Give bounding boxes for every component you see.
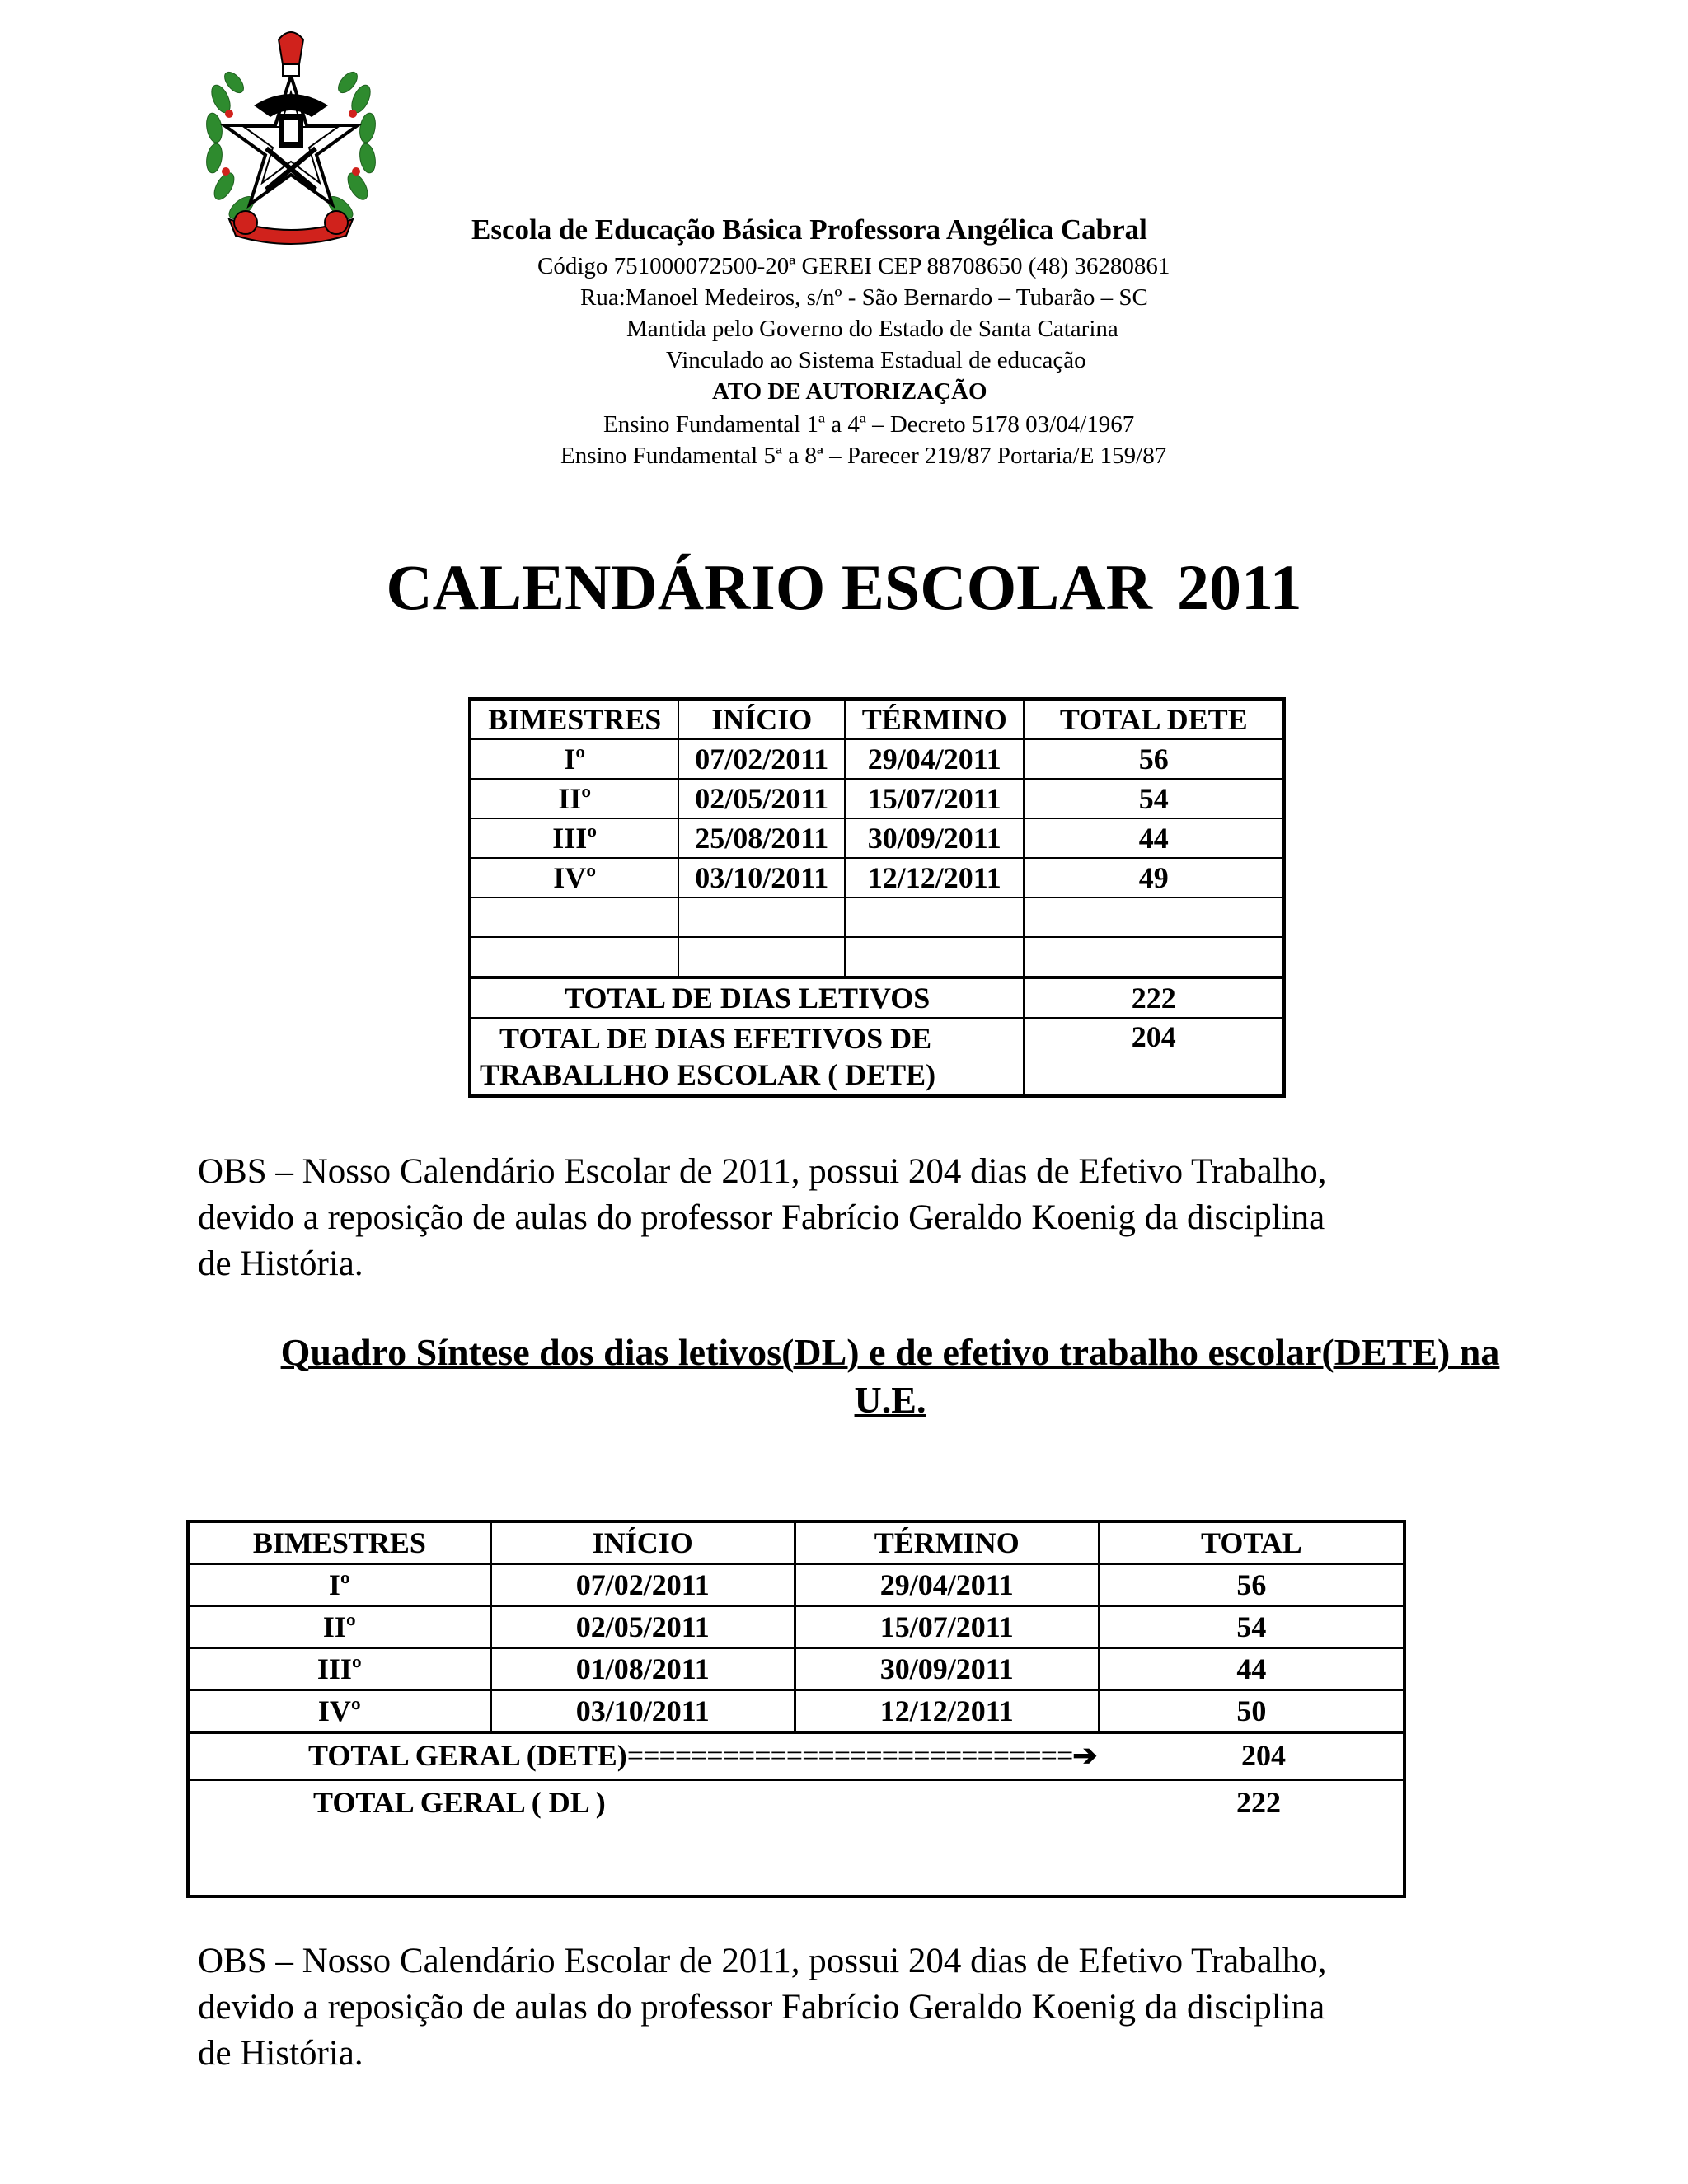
observation-note-2 bbox=[198, 1938, 1632, 2077]
table-header-row bbox=[470, 699, 1284, 739]
cell-bimestre: IVº bbox=[470, 858, 678, 898]
cell-termino: 30/09/2011 bbox=[845, 818, 1024, 858]
cell-bimestre: IIº bbox=[188, 1606, 490, 1648]
total-dete-label-group bbox=[308, 1737, 1097, 1774]
table-row bbox=[188, 1690, 1404, 1733]
synthesis-title bbox=[165, 1329, 1615, 1424]
table-row bbox=[470, 818, 1284, 858]
obs-line: de História. bbox=[198, 1244, 363, 1283]
school-address-line: Rua:Manoel Medeiros, s/nº - São Bernardo – Tubarão – SC bbox=[580, 284, 1148, 311]
total-dete-equals: ============================ bbox=[626, 1739, 1073, 1772]
page-title bbox=[0, 551, 1688, 625]
header-termino: TÉRMINO bbox=[845, 699, 1024, 739]
cell-total: 56 bbox=[1024, 739, 1284, 779]
synthesis-title-line-1: Quadro Síntese dos dias letivos(DL) e de efetivo trabalho escolar(DETE) na bbox=[280, 1331, 1500, 1373]
total-efetivos-row bbox=[470, 1018, 1284, 1096]
table-row bbox=[188, 1606, 1404, 1648]
act-title: ATO DE AUTORIZAÇÃO bbox=[712, 378, 987, 405]
total-dete-row bbox=[188, 1732, 1404, 1780]
cell-bimestre: Iº bbox=[470, 739, 678, 779]
cell-total: 49 bbox=[1024, 858, 1284, 898]
cell-termino: 15/07/2011 bbox=[845, 779, 1024, 818]
total-efetivos-label-line-2: TRABALLHO ESCOLAR ( DETE) bbox=[480, 1058, 936, 1091]
header-total: TOTAL bbox=[1099, 1521, 1404, 1564]
linked-system-line: Vinculado ao Sistema Estadual de educação bbox=[666, 347, 1086, 373]
obs-line: devido a reposição de aulas do professor Fabrício Geraldo Koenig da disciplina bbox=[198, 1198, 1325, 1237]
cell-total: 50 bbox=[1099, 1690, 1404, 1733]
header-total-dete: TOTAL DETE bbox=[1024, 699, 1284, 739]
table-row bbox=[470, 858, 1284, 898]
total-letivos-label: TOTAL DE DIAS LETIVOS bbox=[470, 977, 1024, 1018]
observation-note-1 bbox=[198, 1149, 1632, 1287]
table-row bbox=[188, 1648, 1404, 1690]
cell-inicio: 01/08/2011 bbox=[490, 1648, 795, 1690]
arrow-right-icon: ➔ bbox=[1072, 1739, 1098, 1772]
title-year: 2011 bbox=[1176, 551, 1302, 623]
cell-total: 54 bbox=[1024, 779, 1284, 818]
header-bimestres: BIMESTRES bbox=[470, 699, 678, 739]
empty-row bbox=[470, 898, 1284, 937]
decree-line-1: Ensino Fundamental 1ª a 4ª – Decreto 5178 03/04/1967 bbox=[603, 411, 1135, 438]
state-coat-of-arms-icon bbox=[196, 25, 386, 249]
cell-inicio: 03/10/2011 bbox=[678, 858, 845, 898]
total-dl-label: TOTAL GERAL ( DL ) bbox=[313, 1786, 606, 1819]
cell-termino: 30/09/2011 bbox=[795, 1648, 1099, 1690]
cell-termino: 12/12/2011 bbox=[845, 858, 1024, 898]
table-row bbox=[470, 739, 1284, 779]
obs-line: OBS – Nosso Calendário Escolar de 2011, possui 204 dias de Efetivo Trabalho, bbox=[198, 1942, 1327, 1980]
cell-bimestre: Iº bbox=[188, 1564, 490, 1606]
synthesis-table bbox=[186, 1520, 1406, 1898]
cell-termino: 12/12/2011 bbox=[795, 1690, 1099, 1733]
header-inicio: INÍCIO bbox=[490, 1521, 795, 1564]
synthesis-title-line-2: U.E. bbox=[854, 1379, 926, 1421]
cell-bimestre: IIIº bbox=[188, 1648, 490, 1690]
cell-total: 44 bbox=[1024, 818, 1284, 858]
cell-total: 56 bbox=[1099, 1564, 1404, 1606]
maintained-by-line: Mantida pelo Governo do Estado de Santa Catarina bbox=[626, 316, 1118, 342]
table-row bbox=[188, 1564, 1404, 1606]
empty-row bbox=[470, 937, 1284, 977]
cell-termino: 15/07/2011 bbox=[795, 1606, 1099, 1648]
school-code-line: Código 751000072500-20ª GEREI CEP 88708650 (48) 36280861 bbox=[537, 253, 1170, 279]
table-row bbox=[470, 779, 1284, 818]
total-letivos-value: 222 bbox=[1024, 977, 1284, 1018]
cell-total: 44 bbox=[1099, 1648, 1404, 1690]
title-text: CALENDÁRIO ESCOLAR bbox=[386, 551, 1152, 623]
cell-inicio: 25/08/2011 bbox=[678, 818, 845, 858]
header-termino: TÉRMINO bbox=[795, 1521, 1099, 1564]
cell-inicio: 03/10/2011 bbox=[490, 1690, 795, 1733]
cell-bimestre: IVº bbox=[188, 1690, 490, 1733]
cell-total: 54 bbox=[1099, 1606, 1404, 1648]
obs-line: de História. bbox=[198, 2034, 363, 2073]
total-dete-value: 204 bbox=[1241, 1739, 1286, 1772]
cell-termino: 29/04/2011 bbox=[845, 739, 1024, 779]
cell-bimestre: IIIº bbox=[470, 818, 678, 858]
cell-bimestre: IIº bbox=[470, 779, 678, 818]
empty-row bbox=[188, 1825, 1404, 1896]
cell-inicio: 07/02/2011 bbox=[490, 1564, 795, 1606]
cell-inicio: 02/05/2011 bbox=[490, 1606, 795, 1648]
total-efetivos-label-line-1: TOTAL DE DIAS EFETIVOS DE bbox=[499, 1022, 932, 1055]
total-dete-label: TOTAL GERAL (DETE) bbox=[308, 1739, 627, 1772]
header-inicio: INÍCIO bbox=[678, 699, 845, 739]
total-letivos-row bbox=[470, 977, 1284, 1018]
obs-line: OBS – Nosso Calendário Escolar de 2011, possui 204 dias de Efetivo Trabalho, bbox=[198, 1152, 1327, 1191]
obs-line: devido a reposição de aulas do professor Fabrício Geraldo Koenig da disciplina bbox=[198, 1988, 1325, 2027]
header-bimestres: BIMESTRES bbox=[188, 1521, 490, 1564]
total-efetivos-value: 204 bbox=[1024, 1018, 1284, 1096]
bimester-table bbox=[468, 697, 1286, 1098]
cell-termino: 29/04/2011 bbox=[795, 1564, 1099, 1606]
school-name: Escola de Educação Básica Professora Angélica Cabral bbox=[471, 213, 1147, 246]
table-header-row bbox=[188, 1521, 1404, 1564]
cell-inicio: 07/02/2011 bbox=[678, 739, 845, 779]
total-dl-row bbox=[188, 1780, 1404, 1826]
total-efetivos-label bbox=[470, 1018, 1024, 1096]
cell-inicio: 02/05/2011 bbox=[678, 779, 845, 818]
decree-line-2: Ensino Fundamental 5ª a 8ª – Parecer 219/87 Portaria/E 159/87 bbox=[560, 443, 1167, 469]
total-dl-value: 222 bbox=[1236, 1786, 1281, 1819]
